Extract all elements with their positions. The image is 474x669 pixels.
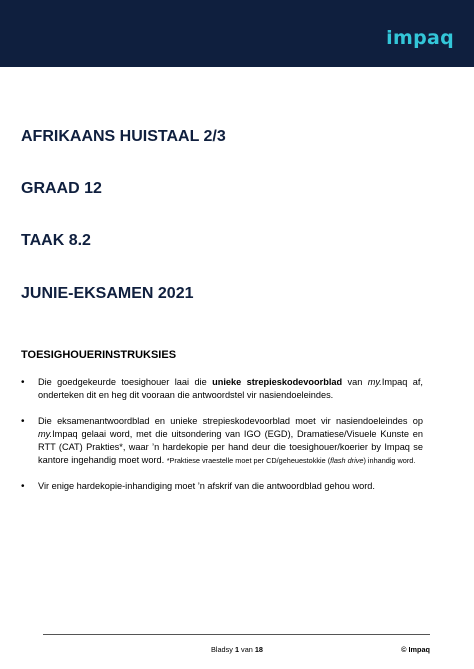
page-total: 18 xyxy=(254,645,263,654)
instruction-text: Impaq af, onderteken dit en heg dit vooraan die antwoordstel vir nasiendoeleindes. xyxy=(38,377,423,400)
instruction-note: ) inhandig word. xyxy=(363,456,416,465)
subject-title: AFRIKAANS HUISTAAL 2/3 xyxy=(21,128,226,145)
instruction-note-italic: flash drive xyxy=(330,456,364,465)
instruction-text: Impaq gelaai word, met die uitsondering van IGO (EGD), Dramatiese/Visuele Kunste en RTT (CAT) Prakties*, waar ’n hardekopie per hand deur die toesighouer/koerier by Impaq se kantore ingehandig moet word. xyxy=(38,429,423,465)
page-current: 1 xyxy=(234,645,240,654)
instruction-text: van xyxy=(342,377,368,387)
instruction-text: Vir enige hardekopie-inhandiging moet ’n afskrif van die antwoordblad gehou word. xyxy=(38,481,375,491)
header-banner xyxy=(0,0,474,67)
page-of: van xyxy=(241,645,253,654)
task-title: TAAK 8.2 xyxy=(21,232,91,249)
instruction-note: *Praktiese vraestelle moet per CD/geheuestokkie ( xyxy=(166,456,331,465)
impaq-logo: impaq xyxy=(386,27,454,49)
grade-title: GRAAD 12 xyxy=(21,180,102,197)
exam-title: JUNIE-EKSAMEN 2021 xyxy=(21,285,194,302)
section-title: TOESIGHOUERINSTRUKSIES xyxy=(21,349,177,361)
copyright: © Impaq xyxy=(401,645,430,654)
instruction-item xyxy=(21,415,423,467)
instruction-text: Die goedgekeurde toesighouer laai die xyxy=(38,377,213,387)
instruction-text: Die eksamenantwoordblad en unieke strepieskodevoorblad moet vir nasiendoeleindes op xyxy=(38,416,423,426)
instruction-italic-text: my. xyxy=(367,377,382,387)
instruction-bold-text: unieke strepieskodevoorblad xyxy=(212,377,343,387)
footer-divider xyxy=(43,634,430,635)
instruction-italic-text: my. xyxy=(38,429,53,439)
instruction-item xyxy=(21,376,423,402)
instruction-item xyxy=(21,480,423,493)
instruction-list xyxy=(21,376,423,493)
page-word: Bladsy xyxy=(211,645,233,654)
